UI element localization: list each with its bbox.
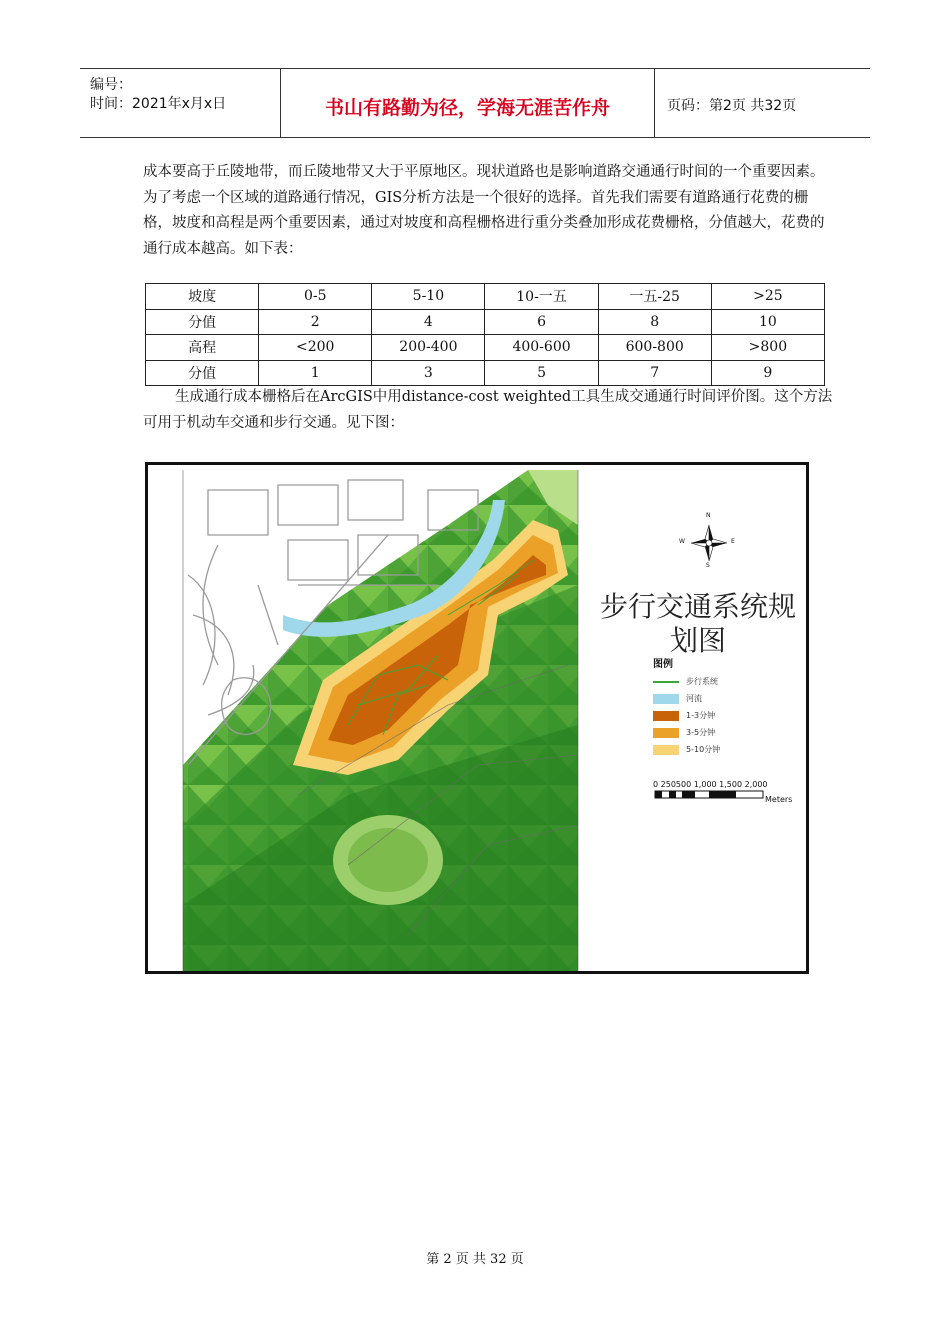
table-row-header: 高程 xyxy=(146,335,259,361)
legend-color-swatch xyxy=(653,745,679,755)
table-cell: 2 xyxy=(259,309,372,335)
table-cell: 600-800 xyxy=(598,335,711,361)
scale-bar xyxy=(655,791,763,798)
code-label: 编号： xyxy=(90,77,132,93)
map-area xyxy=(183,470,578,971)
legend-label: 5-10分钟 xyxy=(686,745,721,754)
legend-color-swatch xyxy=(653,728,679,738)
header-meta-cell xyxy=(80,69,281,137)
table-cell: 400-600 xyxy=(485,335,598,361)
table-cell: 7 xyxy=(598,360,711,386)
page-info: 页码：第2页 共32页 xyxy=(667,98,797,114)
scale-numbers: 0 250500 1,000 1,500 2,000 xyxy=(653,780,768,789)
body-paragraph-1: 成本要高于丘陵地带，而丘陵地带又大于平原地区。现状道路也是影响道路交通通行时间的一个重要因素。为了考虑一个区域的道路通行情况，GIS分析方法是一个很好的选择。首先我们需要有道路通行花费的栅格，坡度和高程是两个重要因素，通过对坡度和高程栅格进行重分类叠加形成花费栅格，分值越大，花费的通行成本越高。如下表： xyxy=(143,164,825,257)
header-motto-cell xyxy=(281,69,655,137)
legend-label: 河流 xyxy=(686,694,702,703)
page-header xyxy=(80,68,870,138)
map-title: 步行交通系统规划图 xyxy=(599,590,796,657)
table-cell: >25 xyxy=(711,284,824,310)
compass-w: W xyxy=(679,538,685,545)
table-cell: 5-10 xyxy=(372,284,485,310)
table-cell: 9 xyxy=(711,360,824,386)
table-row-header: 分值 xyxy=(146,360,259,386)
motto: 书山有路勤为径，学海无涯苦作舟 xyxy=(324,97,610,119)
page-footer: 第 2 页 共 32 页 xyxy=(426,1252,524,1267)
table-cell: <200 xyxy=(259,335,372,361)
table-row xyxy=(146,335,825,361)
table-cell: 一五-25 xyxy=(598,284,711,310)
compass-e: E xyxy=(731,538,735,545)
table-cell: 1 xyxy=(259,360,372,386)
table-cell: 0-5 xyxy=(259,284,372,310)
table-row-header: 坡度 xyxy=(146,284,259,310)
table-cell: >800 xyxy=(711,335,824,361)
legend-line-swatch xyxy=(653,681,679,683)
cost-table xyxy=(145,283,825,386)
legend-title: 图例 xyxy=(653,659,673,670)
walking-system-map xyxy=(145,462,809,974)
table-cell: 5 xyxy=(485,360,598,386)
table-cell: 200-400 xyxy=(372,335,485,361)
legend-label: 步行系统 xyxy=(686,677,718,686)
legend-label: 3-5分钟 xyxy=(686,728,716,737)
header-page-cell xyxy=(655,69,870,137)
compass-s: S xyxy=(706,562,710,569)
table-row xyxy=(146,360,825,386)
table-cell: 4 xyxy=(372,309,485,335)
compass-n: N xyxy=(706,512,711,519)
table-cell: 3 xyxy=(372,360,485,386)
compass xyxy=(679,512,735,569)
table-row-header: 分值 xyxy=(146,309,259,335)
table-cell: 8 xyxy=(598,309,711,335)
legend-color-swatch xyxy=(653,711,679,721)
table-cell: 10 xyxy=(711,309,824,335)
table-row xyxy=(146,309,825,335)
scale-unit: Meters xyxy=(765,795,793,804)
table-row xyxy=(146,284,825,310)
time-label: 时间：2021年x月x日 xyxy=(90,96,227,112)
legend-color-swatch xyxy=(653,694,679,704)
table-cell: 6 xyxy=(485,309,598,335)
body-paragraph-2: 生成通行成本栅格后在ArcGIS中用distance-cost weighted工具生成交通通行时间评价图。这个方法可用于机动车交通和步行交通。见下图： xyxy=(143,389,833,431)
legend-label: 1-3分钟 xyxy=(686,711,716,720)
table-cell: 10-一五 xyxy=(485,284,598,310)
